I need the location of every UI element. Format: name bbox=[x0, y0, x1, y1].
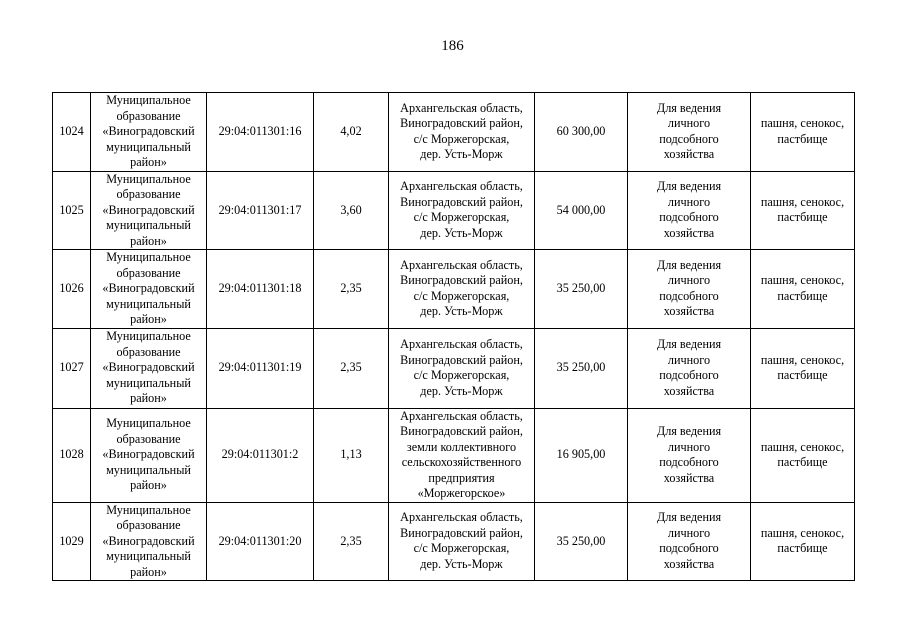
permitted-use-cell-line: Для ведения bbox=[656, 337, 722, 351]
owner-cell-line: муниципальный bbox=[106, 218, 191, 232]
land-use-cell bbox=[751, 93, 855, 172]
land-use-cell-line: пастбище bbox=[777, 455, 828, 469]
permitted-use-cell-line: подсобного bbox=[659, 131, 719, 146]
permitted-use-cell-line: подсобного bbox=[659, 288, 719, 303]
cadastral-value-cell: 60 300,00 bbox=[535, 93, 628, 172]
location-cell-line: с/с Моржегорская, bbox=[413, 210, 510, 225]
land-use-cell bbox=[751, 171, 855, 250]
permitted-use-cell-line: Для ведения bbox=[656, 424, 722, 438]
location-cell-line: дер. Усть-Морж bbox=[420, 556, 503, 571]
owner-cell-line: «Виноградовский bbox=[102, 533, 195, 548]
location-cell-line: Архангельская область, bbox=[400, 408, 523, 423]
land-use-cell-line: пашня, сенокос, bbox=[760, 194, 845, 209]
cadastral-number-cell: 29:04:011301:20 bbox=[207, 502, 314, 581]
owner-cell-line: муниципальный bbox=[106, 549, 191, 563]
table-body bbox=[53, 93, 855, 581]
permitted-use-cell-line: личного bbox=[667, 194, 711, 209]
permitted-use-cell-line: хозяйства bbox=[663, 383, 715, 398]
owner-cell-line: муниципальный bbox=[106, 375, 191, 390]
owner-cell-line: «Виноградовский bbox=[102, 360, 195, 375]
owner-cell-line: Муниципальное bbox=[106, 502, 191, 517]
location-cell-line: сельскохозяйственного bbox=[401, 455, 522, 469]
cadastral-number-cell: 29:04:011301:19 bbox=[207, 328, 314, 408]
permitted-use-cell-line: хозяйства bbox=[663, 556, 715, 571]
owner-cell-line: Муниципальное bbox=[106, 329, 191, 344]
permitted-use-cell-line: личного bbox=[667, 273, 711, 288]
location-cell-line: с/с Моржегорская, bbox=[413, 288, 510, 303]
table-row bbox=[53, 250, 855, 329]
permitted-use-cell bbox=[628, 408, 751, 502]
land-use-cell-line: пастбище bbox=[777, 131, 828, 146]
land-plots-table bbox=[52, 92, 855, 581]
location-cell bbox=[389, 250, 535, 329]
permitted-use-cell-line: хозяйства bbox=[663, 147, 715, 162]
permitted-use-cell-line: подсобного bbox=[659, 368, 719, 382]
permitted-use-cell-line: хозяйства bbox=[663, 225, 715, 240]
location-cell-line: с/с Моржегорская, bbox=[413, 131, 510, 146]
owner-cell-line: Муниципальное bbox=[106, 171, 191, 186]
permitted-use-cell-line: Для ведения bbox=[656, 257, 722, 272]
owner-cell-line: «Виноградовский bbox=[102, 281, 195, 295]
location-cell-line: с/с Моржегорская, bbox=[413, 368, 510, 382]
owner-cell-line: район» bbox=[130, 155, 167, 169]
cadastral-number-cell: 29:04:011301:2 bbox=[207, 408, 314, 502]
area-cell: 2,35 bbox=[314, 328, 389, 408]
owner-cell-line: район» bbox=[130, 564, 167, 579]
land-use-cell-line: пастбище bbox=[777, 210, 828, 225]
owner-cell bbox=[91, 250, 207, 329]
permitted-use-cell bbox=[628, 171, 751, 250]
table-row bbox=[53, 93, 855, 172]
location-cell-line: дер. Усть-Морж bbox=[420, 383, 503, 398]
land-use-cell-line: пашня, сенокос, bbox=[760, 116, 845, 131]
table-row bbox=[53, 328, 855, 408]
land-use-cell-line: пастбище bbox=[777, 288, 828, 303]
land-use-cell-line: пашня, сенокос, bbox=[760, 525, 845, 540]
permitted-use-cell-line: хозяйства bbox=[663, 304, 715, 319]
location-cell-line: Виноградовский район, bbox=[400, 424, 523, 438]
location-cell-line: Виноградовский район, bbox=[400, 116, 523, 131]
record-number-cell: 1029 bbox=[53, 502, 91, 581]
owner-cell-line: образование bbox=[116, 187, 181, 201]
permitted-use-cell-line: личного bbox=[667, 525, 711, 540]
page-number: 186 bbox=[441, 38, 464, 54]
location-cell bbox=[389, 171, 535, 250]
land-use-cell-line: пашня, сенокос, bbox=[760, 352, 845, 367]
cadastral-value-cell: 35 250,00 bbox=[535, 502, 628, 581]
area-cell: 2,35 bbox=[314, 250, 389, 329]
record-number-cell: 1024 bbox=[53, 93, 91, 172]
table-row bbox=[53, 171, 855, 250]
land-use-cell bbox=[751, 408, 855, 502]
location-cell-line: Виноградовский район, bbox=[400, 194, 523, 209]
cadastral-value-cell: 35 250,00 bbox=[535, 328, 628, 408]
table-row bbox=[53, 502, 855, 581]
owner-cell-line: «Виноградовский bbox=[102, 202, 195, 217]
owner-cell-line: образование bbox=[116, 344, 181, 359]
area-cell: 4,02 bbox=[314, 93, 389, 172]
land-use-cell bbox=[751, 502, 855, 581]
cadastral-value-cell: 16 905,00 bbox=[535, 408, 628, 502]
area-cell: 2,35 bbox=[314, 502, 389, 581]
land-use-cell-line: пастбище bbox=[777, 368, 828, 382]
record-number-cell: 1027 bbox=[53, 328, 91, 408]
area-cell: 1,13 bbox=[314, 408, 389, 502]
table-row bbox=[53, 408, 855, 502]
owner-cell bbox=[91, 502, 207, 581]
location-cell-line: дер. Усть-Морж bbox=[420, 225, 503, 240]
owner-cell-line: «Виноградовский bbox=[102, 124, 195, 138]
cadastral-number-cell: 29:04:011301:16 bbox=[207, 93, 314, 172]
permitted-use-cell-line: подсобного bbox=[659, 210, 719, 225]
permitted-use-cell-line: подсобного bbox=[659, 541, 719, 556]
owner-cell bbox=[91, 408, 207, 502]
cadastral-value-cell: 54 000,00 bbox=[535, 171, 628, 250]
permitted-use-cell-line: Для ведения bbox=[656, 510, 722, 525]
location-cell bbox=[389, 408, 535, 502]
permitted-use-cell-line: личного bbox=[667, 352, 711, 367]
land-use-cell bbox=[751, 328, 855, 408]
location-cell-line: земли коллективного bbox=[406, 439, 517, 454]
location-cell-line: Виноградовский район, bbox=[400, 525, 523, 540]
location-cell-line: дер. Усть-Морж bbox=[420, 147, 503, 162]
record-number-cell: 1028 bbox=[53, 408, 91, 502]
location-cell-line: Виноградовский район, bbox=[400, 352, 523, 367]
owner-cell-line: район» bbox=[130, 478, 167, 493]
owner-cell-line: образование bbox=[116, 431, 181, 446]
cadastral-number-cell: 29:04:011301:18 bbox=[207, 250, 314, 329]
location-cell bbox=[389, 93, 535, 172]
location-cell-line: Архангельская область, bbox=[400, 179, 523, 194]
owner-cell-line: муниципальный bbox=[106, 462, 191, 477]
cadastral-value-cell: 35 250,00 bbox=[535, 250, 628, 329]
permitted-use-cell bbox=[628, 93, 751, 172]
cadastral-number-cell: 29:04:011301:17 bbox=[207, 171, 314, 250]
owner-cell-line: муниципальный bbox=[106, 296, 191, 311]
permitted-use-cell-line: личного bbox=[667, 439, 711, 454]
owner-cell-line: Муниципальное bbox=[106, 93, 191, 107]
permitted-use-cell bbox=[628, 250, 751, 329]
location-cell-line: с/с Моржегорская, bbox=[413, 541, 510, 556]
owner-cell bbox=[91, 171, 207, 250]
owner-cell-line: район» bbox=[130, 391, 167, 406]
owner-cell-line: образование bbox=[116, 108, 181, 123]
owner-cell bbox=[91, 328, 207, 408]
location-cell-line: Виноградовский район, bbox=[400, 273, 523, 288]
location-cell bbox=[389, 502, 535, 581]
owner-cell-line: образование bbox=[116, 265, 181, 280]
land-use-cell-line: пашня, сенокос, bbox=[760, 439, 845, 454]
permitted-use-cell-line: Для ведения bbox=[656, 179, 722, 194]
permitted-use-cell-line: подсобного bbox=[659, 455, 719, 469]
location-cell-line: Архангельская область, bbox=[400, 100, 523, 115]
record-number-cell: 1026 bbox=[53, 250, 91, 329]
owner-cell-line: район» bbox=[130, 312, 167, 326]
permitted-use-cell bbox=[628, 502, 751, 581]
land-use-cell-line: пашня, сенокос, bbox=[760, 273, 845, 288]
owner-cell-line: образование bbox=[116, 518, 181, 532]
location-cell-line: Архангельская область, bbox=[400, 337, 523, 351]
owner-cell bbox=[91, 93, 207, 172]
owner-cell-line: «Виноградовский bbox=[102, 447, 195, 462]
area-cell: 3,60 bbox=[314, 171, 389, 250]
location-cell-line: предприятия bbox=[428, 470, 495, 485]
owner-cell-line: муниципальный bbox=[106, 139, 191, 154]
location-cell-line: Архангельская область, bbox=[400, 257, 523, 272]
owner-cell-line: Муниципальное bbox=[106, 416, 191, 431]
location-cell bbox=[389, 328, 535, 408]
location-cell-line: дер. Усть-Морж bbox=[420, 304, 503, 319]
permitted-use-cell-line: хозяйства bbox=[663, 470, 715, 485]
owner-cell-line: Муниципальное bbox=[106, 250, 191, 264]
location-cell-line: Архангельская область, bbox=[400, 510, 523, 525]
permitted-use-cell-line: Для ведения bbox=[656, 100, 722, 115]
permitted-use-cell-line: личного bbox=[667, 116, 711, 131]
owner-cell-line: район» bbox=[130, 233, 167, 248]
land-use-cell-line: пастбище bbox=[777, 541, 828, 556]
permitted-use-cell bbox=[628, 328, 751, 408]
location-cell-line: «Моржегорское» bbox=[417, 486, 506, 500]
land-use-cell bbox=[751, 250, 855, 329]
record-number-cell: 1025 bbox=[53, 171, 91, 250]
